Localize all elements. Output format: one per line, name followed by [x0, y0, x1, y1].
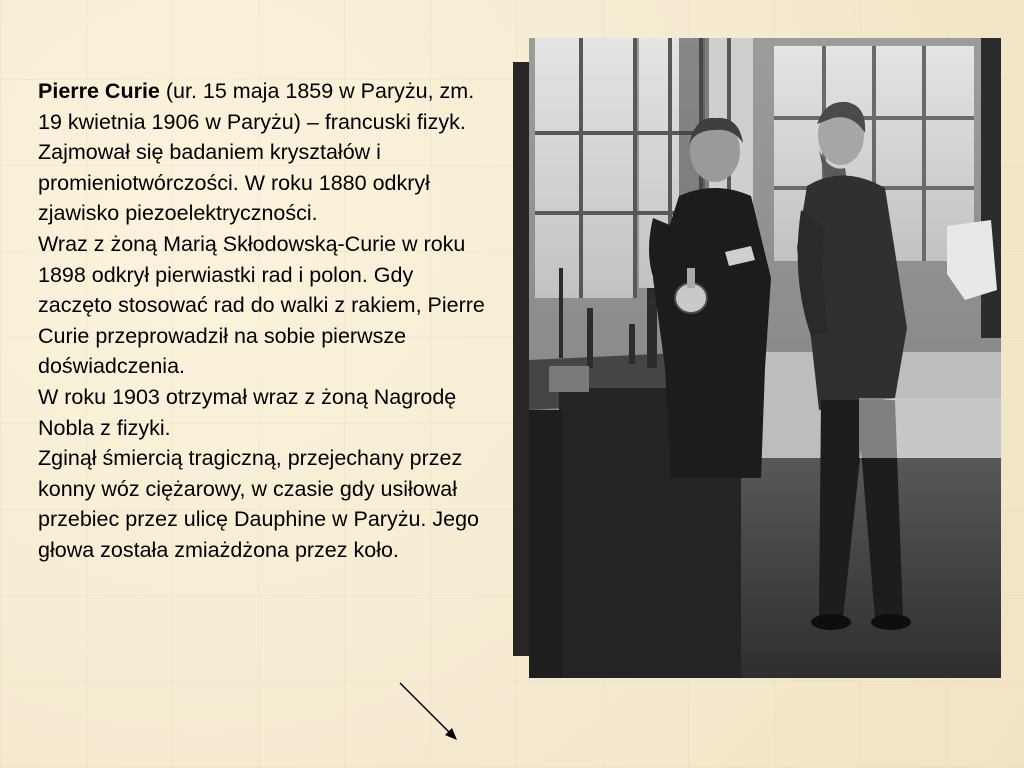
bio-paragraph-discoveries: Wraz z żoną Marią Skłodowską-Curie w roku 1898 odkrył pierwiastki rad i polon. Gdy zaczęto stosować rad do walki z rakiem, Pierre Curie przeprowadził na sobie pierwsze doświadczenia. — [38, 231, 485, 379]
person-name: Pierre Curie — [38, 79, 160, 103]
bio-intro-paragraph — [38, 76, 486, 137]
bio-paragraph-nobel: W roku 1903 otrzymał wraz z żoną Nagrodę Nobla z fizyki. — [38, 384, 457, 440]
bio-paragraph-research: Zajmował się badaniem kryształów i promieniotwórczości. W roku 1880 odkrył zjawisko piezoelektryczności. — [38, 140, 430, 226]
bio-intro: (ur. 15 maja 1859 w Paryżu, zm. 19 kwietnia 1906 w Paryżu) – francuski fizyk. — [38, 79, 475, 134]
bio-paragraph-death: Zginął śmiercią tragiczną, przejechany przez konny wóz ciężarowy, w czasie gdy usiłował przebiec przez ulicę Dauphine w Paryżu. Jego głowa została zmiażdżona przez koło. — [38, 446, 479, 562]
curie-laboratory-photo — [529, 38, 1001, 678]
arrow-down-right-icon[interactable] — [395, 678, 465, 748]
biography-text — [38, 76, 486, 566]
